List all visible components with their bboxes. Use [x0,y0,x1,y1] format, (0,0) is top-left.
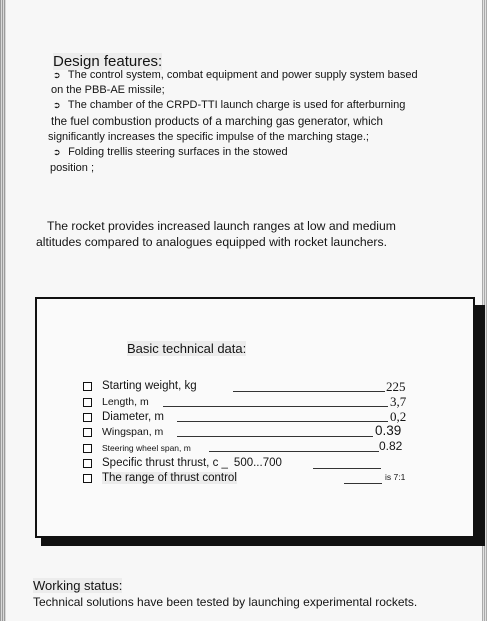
intro-line-2: altitudes compared to analogues equipped with rocket launchers. [36,235,387,249]
spec-row-length [83,395,149,409]
spec-value: is 7:1 [385,472,406,482]
feature-3-line-2: position ; [50,162,95,174]
checkbox-icon [83,382,92,391]
design-features-title: Design features: [53,53,163,70]
technical-data-box [35,297,475,538]
feature-2-line-3: significantly increases the specific impulse of the marching stage.; [48,131,369,143]
checkbox-icon [83,428,92,437]
checkbox-icon [83,474,92,483]
spec-value: 225 [386,379,406,394]
working-status-title: Working status: [33,578,123,593]
spec-row-wingspan [83,425,163,439]
arrow-bullet-icon: ➲ [53,100,61,110]
leader-line [177,421,388,422]
spec-row-thrust-control [83,471,237,485]
checkbox-icon [83,459,92,468]
spec-row-starting-weight [83,379,197,393]
checkbox-icon [83,444,92,453]
leader-line [177,436,373,437]
spec-label: Steering wheel span, m [102,443,191,453]
feature-2-line-2: the fuel combustion products of a marching gas generator, which [51,115,383,128]
spec-value: 0.39 [375,423,402,438]
leader-line [209,451,379,452]
technical-data-title: Basic technical data: [127,341,247,356]
leader-line [163,406,388,407]
feature-item-1 [53,69,418,81]
spec-label: Starting weight, kg [102,380,197,392]
spec-label: Wingspan, m [102,426,164,438]
spec-value: 3,7 [390,394,407,409]
feature-3-line-1: Folding trellis steering surfaces in the stowed [68,146,288,158]
feature-item-3 [53,146,288,158]
checkbox-icon [83,413,92,422]
leader-line [313,468,381,469]
spec-value: 0.82 [379,439,403,453]
feature-1-line-1: The control system, combat equipment and power supply system based [67,69,418,81]
spec-row-specific-thrust [83,456,282,470]
spec-value: 0,2 [390,409,407,424]
feature-item-2 [53,99,405,111]
leader-line [233,391,385,392]
spec-label: Length, m [102,396,149,408]
arrow-bullet-icon: ➲ [53,147,61,157]
working-status-text: Technical solutions have been tested by launching experimental rockets. [33,595,418,609]
arrow-bullet-icon: ➲ [53,70,61,80]
spec-label: Diameter, m [102,411,164,423]
feature-2-line-1: The chamber of the CRPD-TTI launch charge is used for afterburning [67,99,406,111]
intro-line-1: The rocket provides increased launch ranges at low and medium [47,219,396,233]
spec-label: Specific thrust thrust, c _ [102,457,228,469]
spec-row-diameter [83,410,164,424]
leader-line [344,483,382,484]
spec-label: The range of thrust control [102,472,237,484]
spec-value: 500...700 [233,457,282,469]
feature-1-line-2: on the PBB-AE missile; [51,84,165,96]
spec-row-steering-span [83,441,191,455]
checkbox-icon [83,398,92,407]
scan-edge-left [0,0,6,621]
